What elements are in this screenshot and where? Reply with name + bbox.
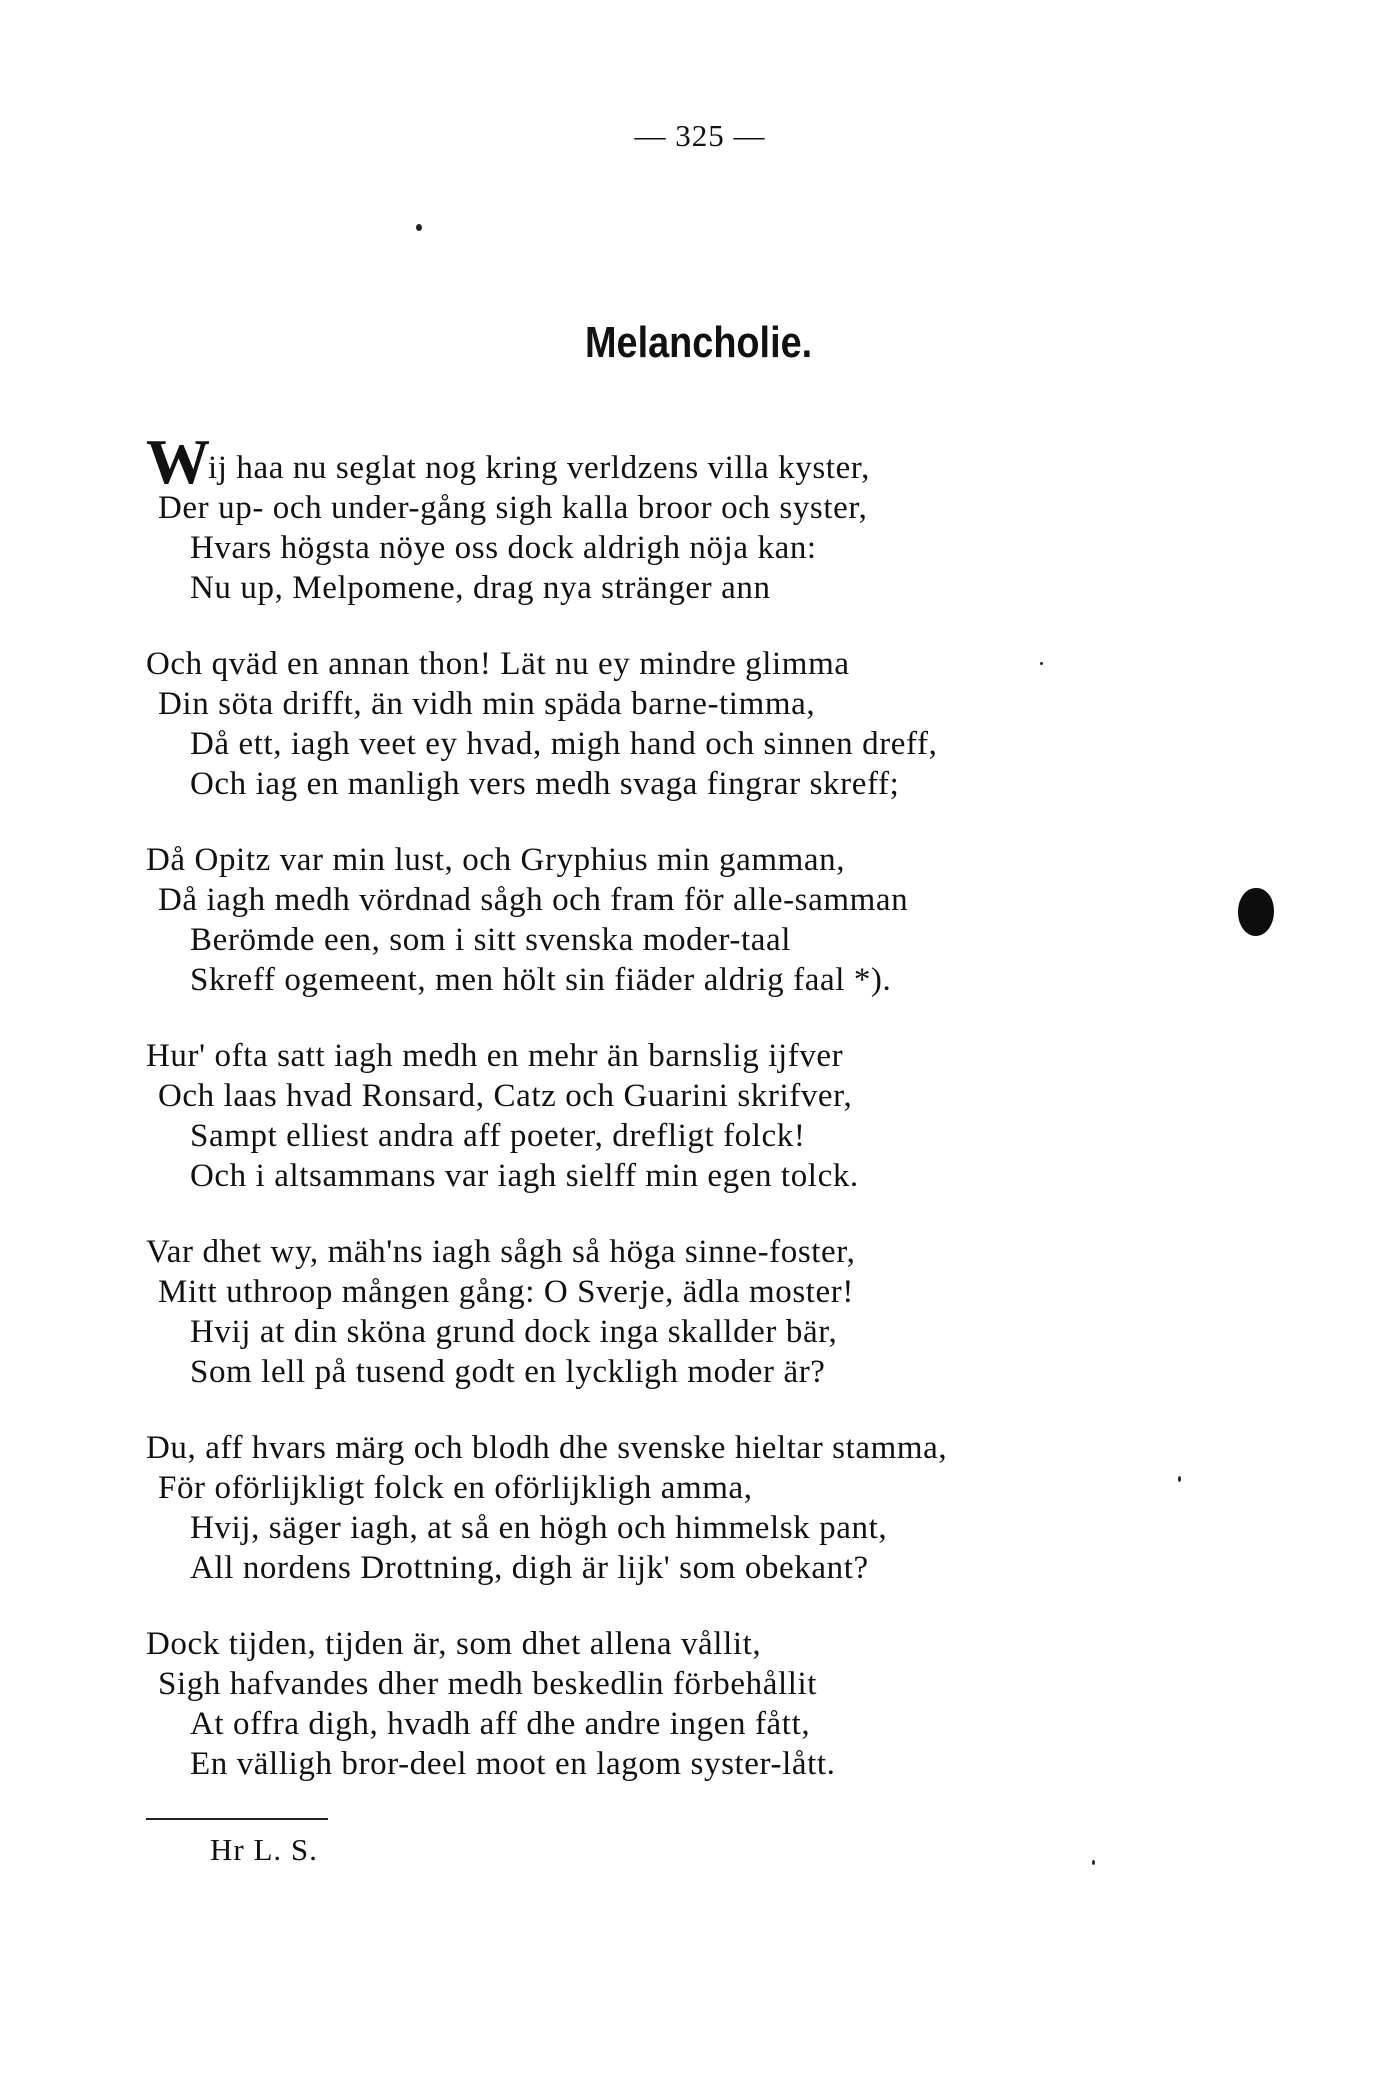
poem-line: ij haa nu seglat nog kring verldzens villa kyster, xyxy=(208,450,870,486)
poem-line: Berömde een, som i sitt svenska moder-taal xyxy=(190,922,791,958)
poem-line: För oförlijkligt folck en oförlijkligh amma, xyxy=(158,1470,753,1506)
page-number: — 325 — xyxy=(634,118,766,153)
poem-line: Då iagh medh vördnad sågh och fram för alle-samman xyxy=(158,882,909,918)
poem-line: Du, aff hvars märg och blodh dhe svenske hieltar stamma, xyxy=(146,1430,948,1466)
ink-blot xyxy=(1238,888,1274,936)
poem-line: En välligh bror-deel moot en lagom syster-lått. xyxy=(190,1746,836,1782)
poem-line: Och iag en manligh vers medh svaga fingrar skreff; xyxy=(190,766,900,802)
poem-line: Och i altsammans var iagh sielff min egen tolck. xyxy=(190,1158,859,1194)
poem-line: Der up- och under-gång sigh kalla broor och syster, xyxy=(158,490,868,526)
poem-line: Skreff ogemeent, men hölt sin fiäder aldrig faal *). xyxy=(190,962,892,998)
poem-line: Och laas hvad Ronsard, Catz och Guarini skrifver, xyxy=(158,1078,853,1114)
poem-line: Sigh hafvandes dher medh beskedlin förbehållit xyxy=(158,1666,818,1702)
poem-line: Nu up, Melpomene, drag nya stränger ann xyxy=(190,570,771,606)
drop-cap-letter: W xyxy=(146,426,210,497)
poem-title: Melancholie. xyxy=(585,318,813,367)
poem-line: Sampt elliest andra aff poeter, drefligt folck! xyxy=(190,1118,806,1154)
poem-line: Som lell på tusend godt en lyckligh moder är? xyxy=(190,1354,826,1390)
poem-line: Hvars högsta nöye oss dock aldrigh nöja kan: xyxy=(190,530,817,566)
poem-line: Dock tijden, tijden är, som dhet allena vållit, xyxy=(146,1626,762,1662)
poem-line: Din söta drifft, än vidh min späda barne-timma, xyxy=(158,686,816,722)
poem-line: At offra digh, hvadh aff dhe andre ingen fått, xyxy=(190,1706,811,1742)
poem-line: Var dhet wy, mäh'ns iagh sågh så höga sinne-foster, xyxy=(146,1234,856,1270)
poem-signature: Hr L. S. xyxy=(210,1832,318,1867)
poem-line: Hvij, säger iagh, at så en högh och himmelsk pant, xyxy=(190,1510,888,1546)
poem-line: Och qväd en annan thon! Lät nu ey mindre glimma xyxy=(146,646,850,682)
ink-speck xyxy=(416,224,422,231)
ink-speck xyxy=(1040,662,1043,665)
ink-speck xyxy=(1092,1860,1095,1865)
poem-line: All nordens Drottning, digh är lijk' som obekant? xyxy=(190,1550,869,1586)
poem-line: Hur' ofta satt iagh medh en mehr än barnslig ijfver xyxy=(146,1038,844,1074)
poem-line: Då ett, iagh veet ey hvad, migh hand och sinnen dreff, xyxy=(190,726,938,762)
poem-line: Då Opitz var min lust, och Gryphius min gamman, xyxy=(146,842,846,878)
ink-speck xyxy=(1178,1476,1181,1482)
poem-line: Mitt uthroop mången gång: O Sverje, ädla moster! xyxy=(158,1274,854,1310)
signature-rule xyxy=(146,1818,328,1820)
poem-line: Hvij at din sköna grund dock inga skallder bär, xyxy=(190,1314,838,1350)
